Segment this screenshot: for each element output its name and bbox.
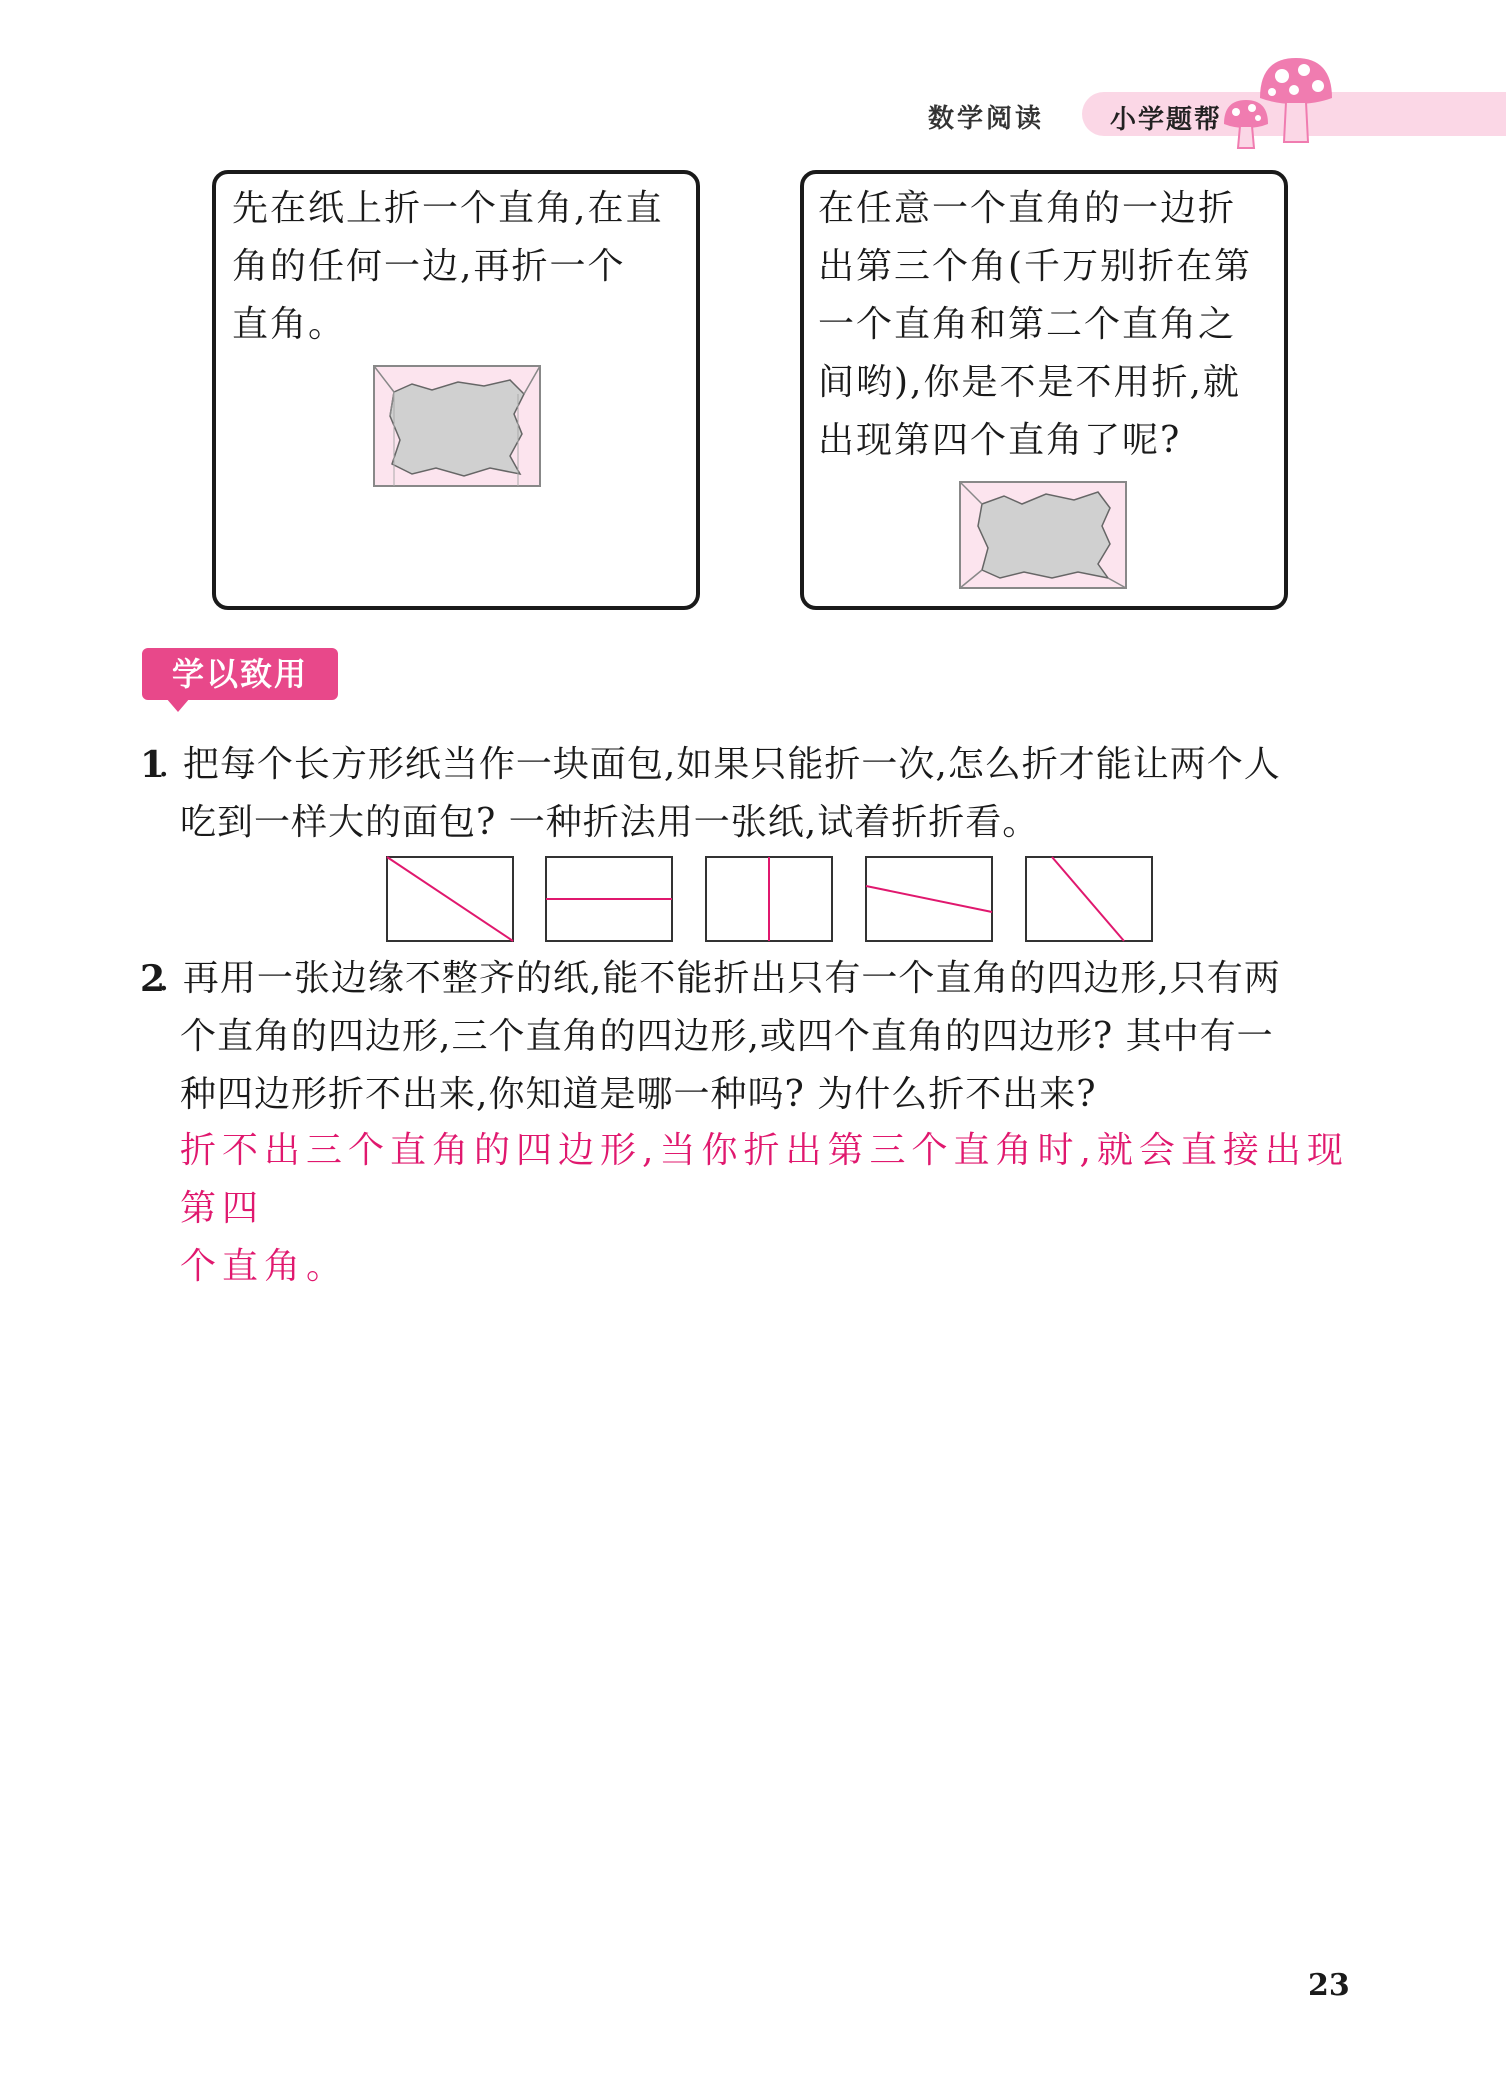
section-tag-pointer (166, 698, 190, 712)
fold-rect-diagonal-1 (387, 857, 513, 941)
section-tag: 学以致用 (142, 648, 338, 700)
small-mushroom-icon (1222, 98, 1270, 150)
box1-line: 角的任何一边,再折一个 (232, 246, 626, 287)
question-1-line: . 把每个长方形纸当作一块面包,如果只能折一次,怎么折才能让两个人 (158, 744, 1281, 785)
folded-paper-figure-1 (372, 364, 542, 488)
answer-line: 折不出三个直角的四边形,当你折出第三个直角时,就会直接出现第四 (180, 1130, 1349, 1229)
header-section-title: 数学阅读 (928, 104, 1045, 134)
answer-text (180, 1122, 1360, 1296)
question-2-text (158, 950, 1378, 1124)
question-1-text (158, 736, 1378, 852)
folded-paper-figure-2 (958, 480, 1128, 590)
fold-rect-horizontal (546, 857, 672, 941)
fold-rect-vertical (706, 857, 832, 941)
box2-line: 间哟),你是不是不用折,就 (818, 362, 1241, 403)
box1-text (232, 180, 692, 354)
question-2-line: 个直角的四边形,三个直角的四边形,或四个直角的四边形? 其中有一 (180, 1016, 1274, 1057)
box1-line: 直角。 (232, 304, 347, 345)
answer-line: 个直角。 (180, 1246, 349, 1287)
question-1-number: 1 (140, 744, 166, 786)
box2-line: 出现第四个直角了呢? (818, 420, 1182, 461)
fold-rect-diagonal-2 (1026, 857, 1152, 941)
header-book-title: 小学题帮 (1110, 105, 1223, 135)
box1-line: 先在纸上折一个直角,在直 (232, 188, 664, 229)
question-2-number: 2 (140, 958, 166, 1000)
question-2-line: 种四边形折不出来,你知道是哪一种吗? 为什么折不出来? (180, 1074, 1097, 1115)
fold-rect-slanted (866, 857, 992, 941)
fold-rectangles (386, 856, 1154, 942)
box2-text (818, 180, 1284, 470)
question-1-line: 吃到一样大的面包? 一种折法用一张纸,试着折折看。 (180, 802, 1040, 843)
box2-line: 一个直角和第二个直角之 (818, 304, 1237, 345)
box2-line: 出第三个角(千万别折在第 (818, 246, 1253, 287)
box2-line: 在任意一个直角的一边折 (818, 188, 1237, 229)
page-number: 23 (1308, 1968, 1350, 2003)
question-2-line: . 再用一张边缘不整齐的纸,能不能折出只有一个直角的四边形,只有两 (158, 958, 1281, 999)
